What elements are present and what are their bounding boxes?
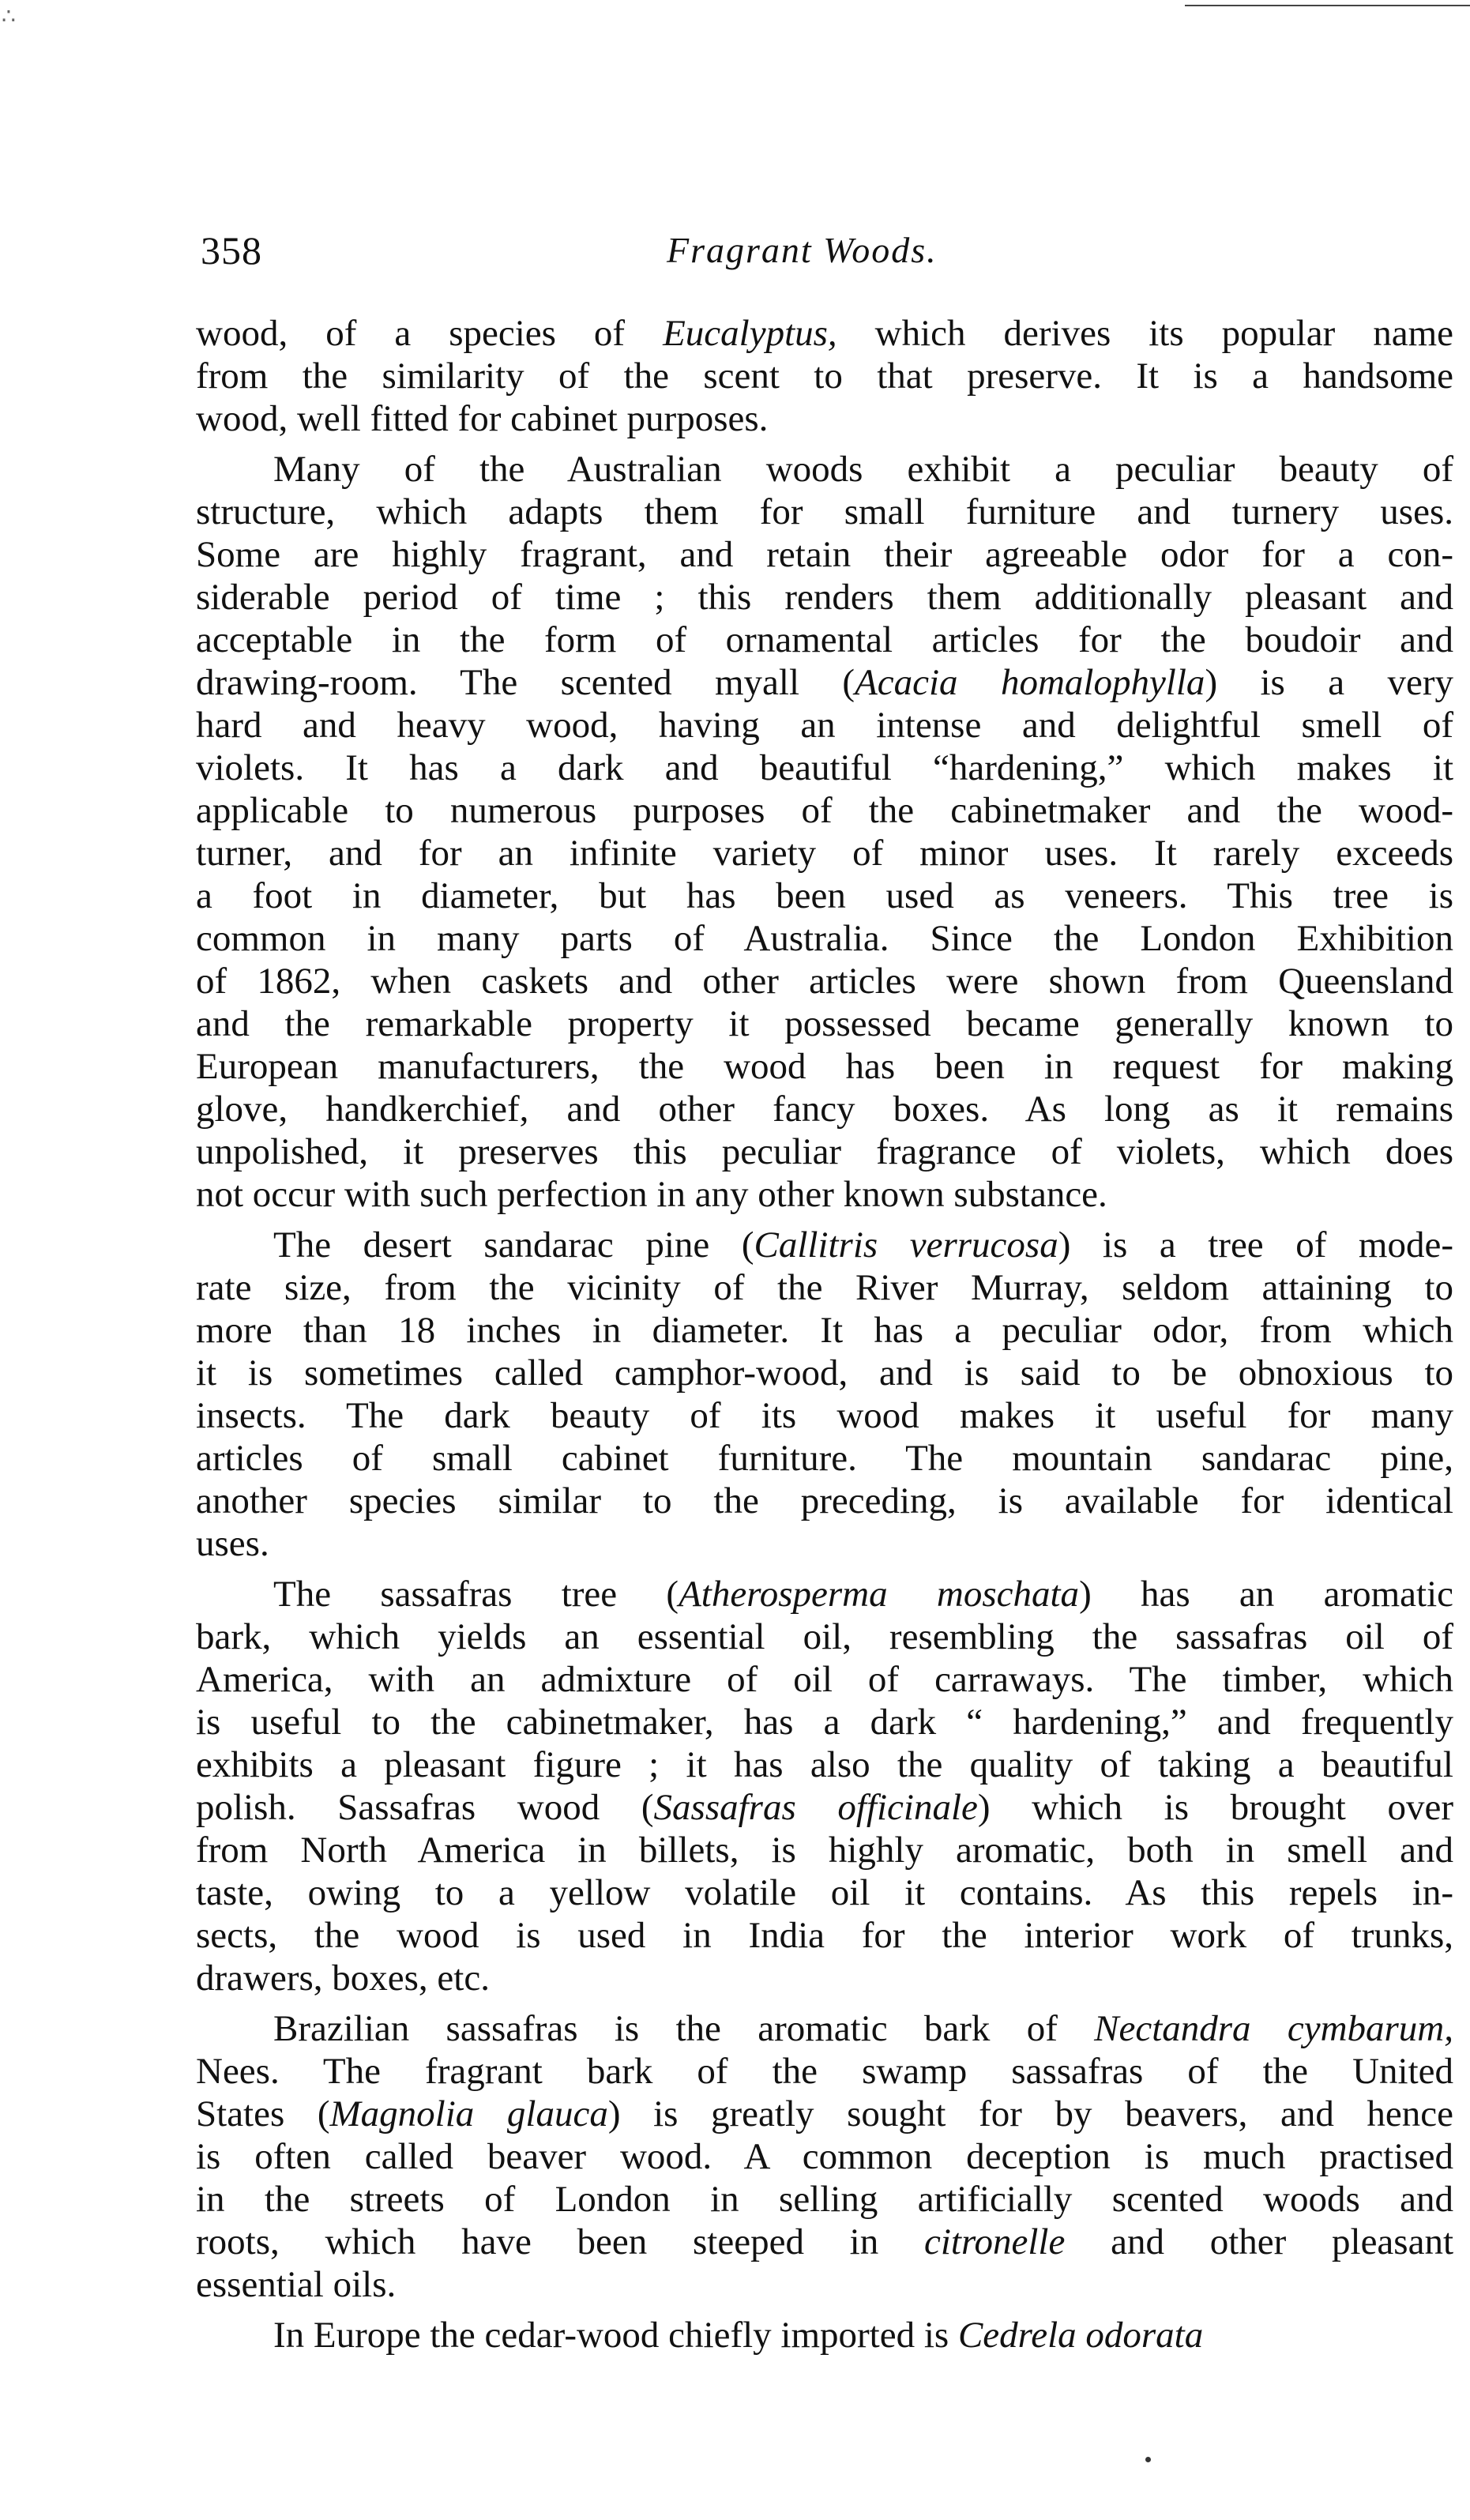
text-run: ) is a tree of mode-	[1058, 1224, 1453, 1266]
paragraph	[196, 2314, 1453, 2356]
text-line	[196, 1615, 1453, 1658]
text-line	[196, 1352, 1453, 1394]
text-line	[196, 1224, 1453, 1266]
text-line	[196, 1573, 1453, 1615]
page-title: Fragrant Woods.	[667, 230, 938, 270]
text-line	[196, 1173, 1453, 1216]
text-run: America, with an admixture of oil of carraways. The timber, which	[196, 1659, 1453, 1700]
text-run: and the remarkable property it possessed became generally known to	[196, 1003, 1453, 1044]
text-line	[196, 1786, 1453, 1829]
italic-term: Sassafras officinale	[653, 1787, 978, 1828]
text-run: siderable period of time ; this renders them additionally pleasant and	[196, 577, 1453, 618]
text-run: ) has an aromatic	[1079, 1574, 1453, 1615]
text-run: Some are highly fragrant, and retain their agreeable odor for a con-	[196, 534, 1453, 575]
paragraph-gap	[196, 1216, 1453, 1224]
text-line	[196, 2221, 1453, 2263]
scan-corner-mark: ∴	[2, 5, 16, 29]
text-line	[196, 1829, 1453, 1871]
text-run: taste, owing to a yellow volatile oil it contains. As this repels in-	[196, 1872, 1453, 1913]
italic-term: Acacia homalophylla	[855, 662, 1205, 703]
text-line	[196, 832, 1453, 874]
text-run: common in many parts of Australia. Since the London Exhibition	[196, 918, 1453, 959]
text-run: and other pleasant	[1065, 2221, 1453, 2262]
text-line	[196, 619, 1453, 661]
text-run: is useful to the cabinetmaker, has a dark “ hardening,” and frequently	[196, 1702, 1453, 1743]
text-run: States (	[196, 2093, 330, 2134]
text-line	[196, 874, 1453, 917]
text-run: which derives its popular name	[837, 313, 1454, 354]
text-run: roots, which have been steeped in	[196, 2221, 924, 2262]
text-line	[196, 1130, 1453, 1173]
text-line	[196, 1957, 1453, 1999]
text-line	[196, 1658, 1453, 1701]
scan-edge-rule	[1185, 5, 1470, 6]
italic-term: Eucalyptus,	[663, 313, 837, 354]
text-run: in the streets of London in selling artificially scented woods and	[196, 2179, 1453, 2220]
text-line	[196, 2050, 1453, 2093]
text-line	[196, 1743, 1453, 1786]
paragraph	[196, 312, 1453, 440]
text-line	[196, 917, 1453, 960]
text-line	[196, 1394, 1453, 1437]
text-run: The desert sandarac pine (	[273, 1224, 754, 1266]
text-line	[196, 491, 1453, 533]
text-line	[196, 1701, 1453, 1743]
text-line	[196, 704, 1453, 747]
paragraph-gap	[196, 2306, 1453, 2314]
text-line	[196, 2007, 1453, 2050]
text-run: polish. Sassafras wood (	[196, 1787, 654, 1828]
text-line	[196, 1522, 1453, 1565]
text-line	[196, 1309, 1453, 1352]
paragraph	[196, 2007, 1453, 2306]
text-run: applicable to numerous purposes of the cabinetmaker and the wood-	[196, 790, 1453, 831]
italic-term: Atherosperma moschata	[679, 1574, 1080, 1615]
text-run: violets. It has a dark and beautiful “hardening,” which makes it	[196, 747, 1453, 788]
text-run: wood, well fitted for cabinet purposes.	[196, 398, 769, 439]
text-line	[196, 533, 1453, 576]
text-line	[196, 1480, 1453, 1522]
paragraph-gap	[196, 1565, 1453, 1573]
text-run: ) is greatly sought for by beavers, and hence	[607, 2093, 1454, 2134]
text-line	[196, 1045, 1453, 1088]
italic-term: Nectandra cymbarum,	[1094, 2008, 1453, 2049]
text-line	[196, 789, 1453, 832]
text-run: another species similar to the preceding, is available for identical	[196, 1480, 1453, 1521]
text-run: wood, of a species of	[196, 313, 664, 354]
text-run: bark, which yields an essential oil, resembling the sassafras oil of	[196, 1616, 1453, 1657]
text-run: a foot in diameter, but has been used as veneers. This tree is	[196, 875, 1453, 916]
text-run: drawers, boxes, etc.	[196, 1958, 490, 1999]
text-line	[196, 2263, 1453, 2306]
text-line	[196, 1914, 1453, 1957]
text-run: from the similarity of the scent to that preserve. It is a handsome	[196, 355, 1453, 397]
paragraph-gap	[196, 1999, 1453, 2007]
text-run: insects. The dark beauty of its wood makes it useful for many	[196, 1395, 1453, 1436]
text-run: more than 18 inches in diameter. It has a peculiar odor, from which	[196, 1310, 1453, 1351]
text-run: is often called beaver wood. A common deception is much practised	[196, 2136, 1453, 2177]
text-run: articles of small cabinet furniture. The mountain sandarac pine,	[196, 1438, 1453, 1479]
text-line	[196, 2314, 1453, 2356]
text-run: essential oils.	[196, 2264, 397, 2305]
italic-term: citronelle	[923, 2221, 1066, 2262]
text-run: glove, handkerchief, and other fancy boxes. As long as it remains	[196, 1089, 1453, 1130]
text-run: European manufacturers, the wood has been in request for making	[196, 1046, 1453, 1087]
text-line	[196, 355, 1453, 397]
text-run: unpolished, it preserves this peculiar fragrance of violets, which does	[196, 1131, 1453, 1172]
text-line	[196, 960, 1453, 1002]
running-head	[201, 228, 1442, 283]
text-run: The sassafras tree (	[273, 1574, 679, 1615]
text-line	[196, 1437, 1453, 1480]
text-run: rate size, from the vicinity of the River Murray, seldom attaining to	[196, 1267, 1453, 1308]
text-line	[196, 312, 1453, 355]
text-line	[196, 2093, 1453, 2135]
text-run: acceptable in the form of ornamental articles for the boudoir and	[196, 619, 1453, 660]
text-line	[196, 448, 1453, 491]
page-number: 358	[201, 228, 262, 273]
text-run: In Europe the cedar-wood chiefly imported is	[273, 2315, 958, 2356]
text-line	[196, 1871, 1453, 1914]
text-run: ) which is brought over	[977, 1787, 1453, 1828]
text-line	[196, 1088, 1453, 1130]
text-run: drawing-room. The scented myall (	[196, 662, 855, 703]
text-run: ) is a very	[1205, 662, 1454, 703]
text-line	[196, 661, 1453, 704]
text-line	[196, 576, 1453, 619]
text-run: turner, and for an infinite variety of minor uses. It rarely exceeds	[196, 833, 1453, 874]
paragraph	[196, 448, 1453, 1216]
text-line	[196, 2178, 1453, 2221]
paragraph-gap	[196, 440, 1453, 448]
paragraph	[196, 1224, 1453, 1565]
text-line	[196, 1266, 1453, 1309]
text-run: Nees. The fragrant bark of the swamp sassafras of the United	[196, 2051, 1453, 2092]
text-run: Many of the Australian woods exhibit a peculiar beauty of	[273, 449, 1453, 490]
text-run: hard and heavy wood, having an intense and delightful smell of	[196, 705, 1453, 746]
text-line	[196, 747, 1453, 789]
text-line	[196, 397, 1453, 440]
text-run: it is sometimes called camphor-wood, and is said to be obnoxious to	[196, 1352, 1453, 1394]
text-run: uses.	[196, 1523, 269, 1564]
text-run: structure, which adapts them for small furniture and turnery uses.	[196, 491, 1453, 532]
italic-term: Cedrela odorata	[957, 2315, 1204, 2356]
text-line	[196, 2135, 1453, 2178]
scan-speck	[1145, 2457, 1151, 2462]
italic-term: Magnolia glauca	[329, 2093, 608, 2134]
text-line	[196, 1002, 1453, 1045]
text-run: of 1862, when caskets and other articles were shown from Queensland	[196, 961, 1453, 1002]
italic-term: Callitris verrucosa	[754, 1224, 1058, 1266]
text-run: not occur with such perfection in any other known substance.	[196, 1174, 1107, 1215]
text-run: from North America in billets, is highly aromatic, both in smell and	[196, 1830, 1453, 1871]
paragraph	[196, 1573, 1453, 1999]
text-run: Brazilian sassafras is the aromatic bark of	[273, 2008, 1095, 2049]
text-run: sects, the wood is used in India for the interior work of trunks,	[196, 1915, 1453, 1956]
text-run: exhibits a pleasant figure ; it has also the quality of taking a beautiful	[196, 1744, 1453, 1785]
body-text	[196, 312, 1453, 2356]
